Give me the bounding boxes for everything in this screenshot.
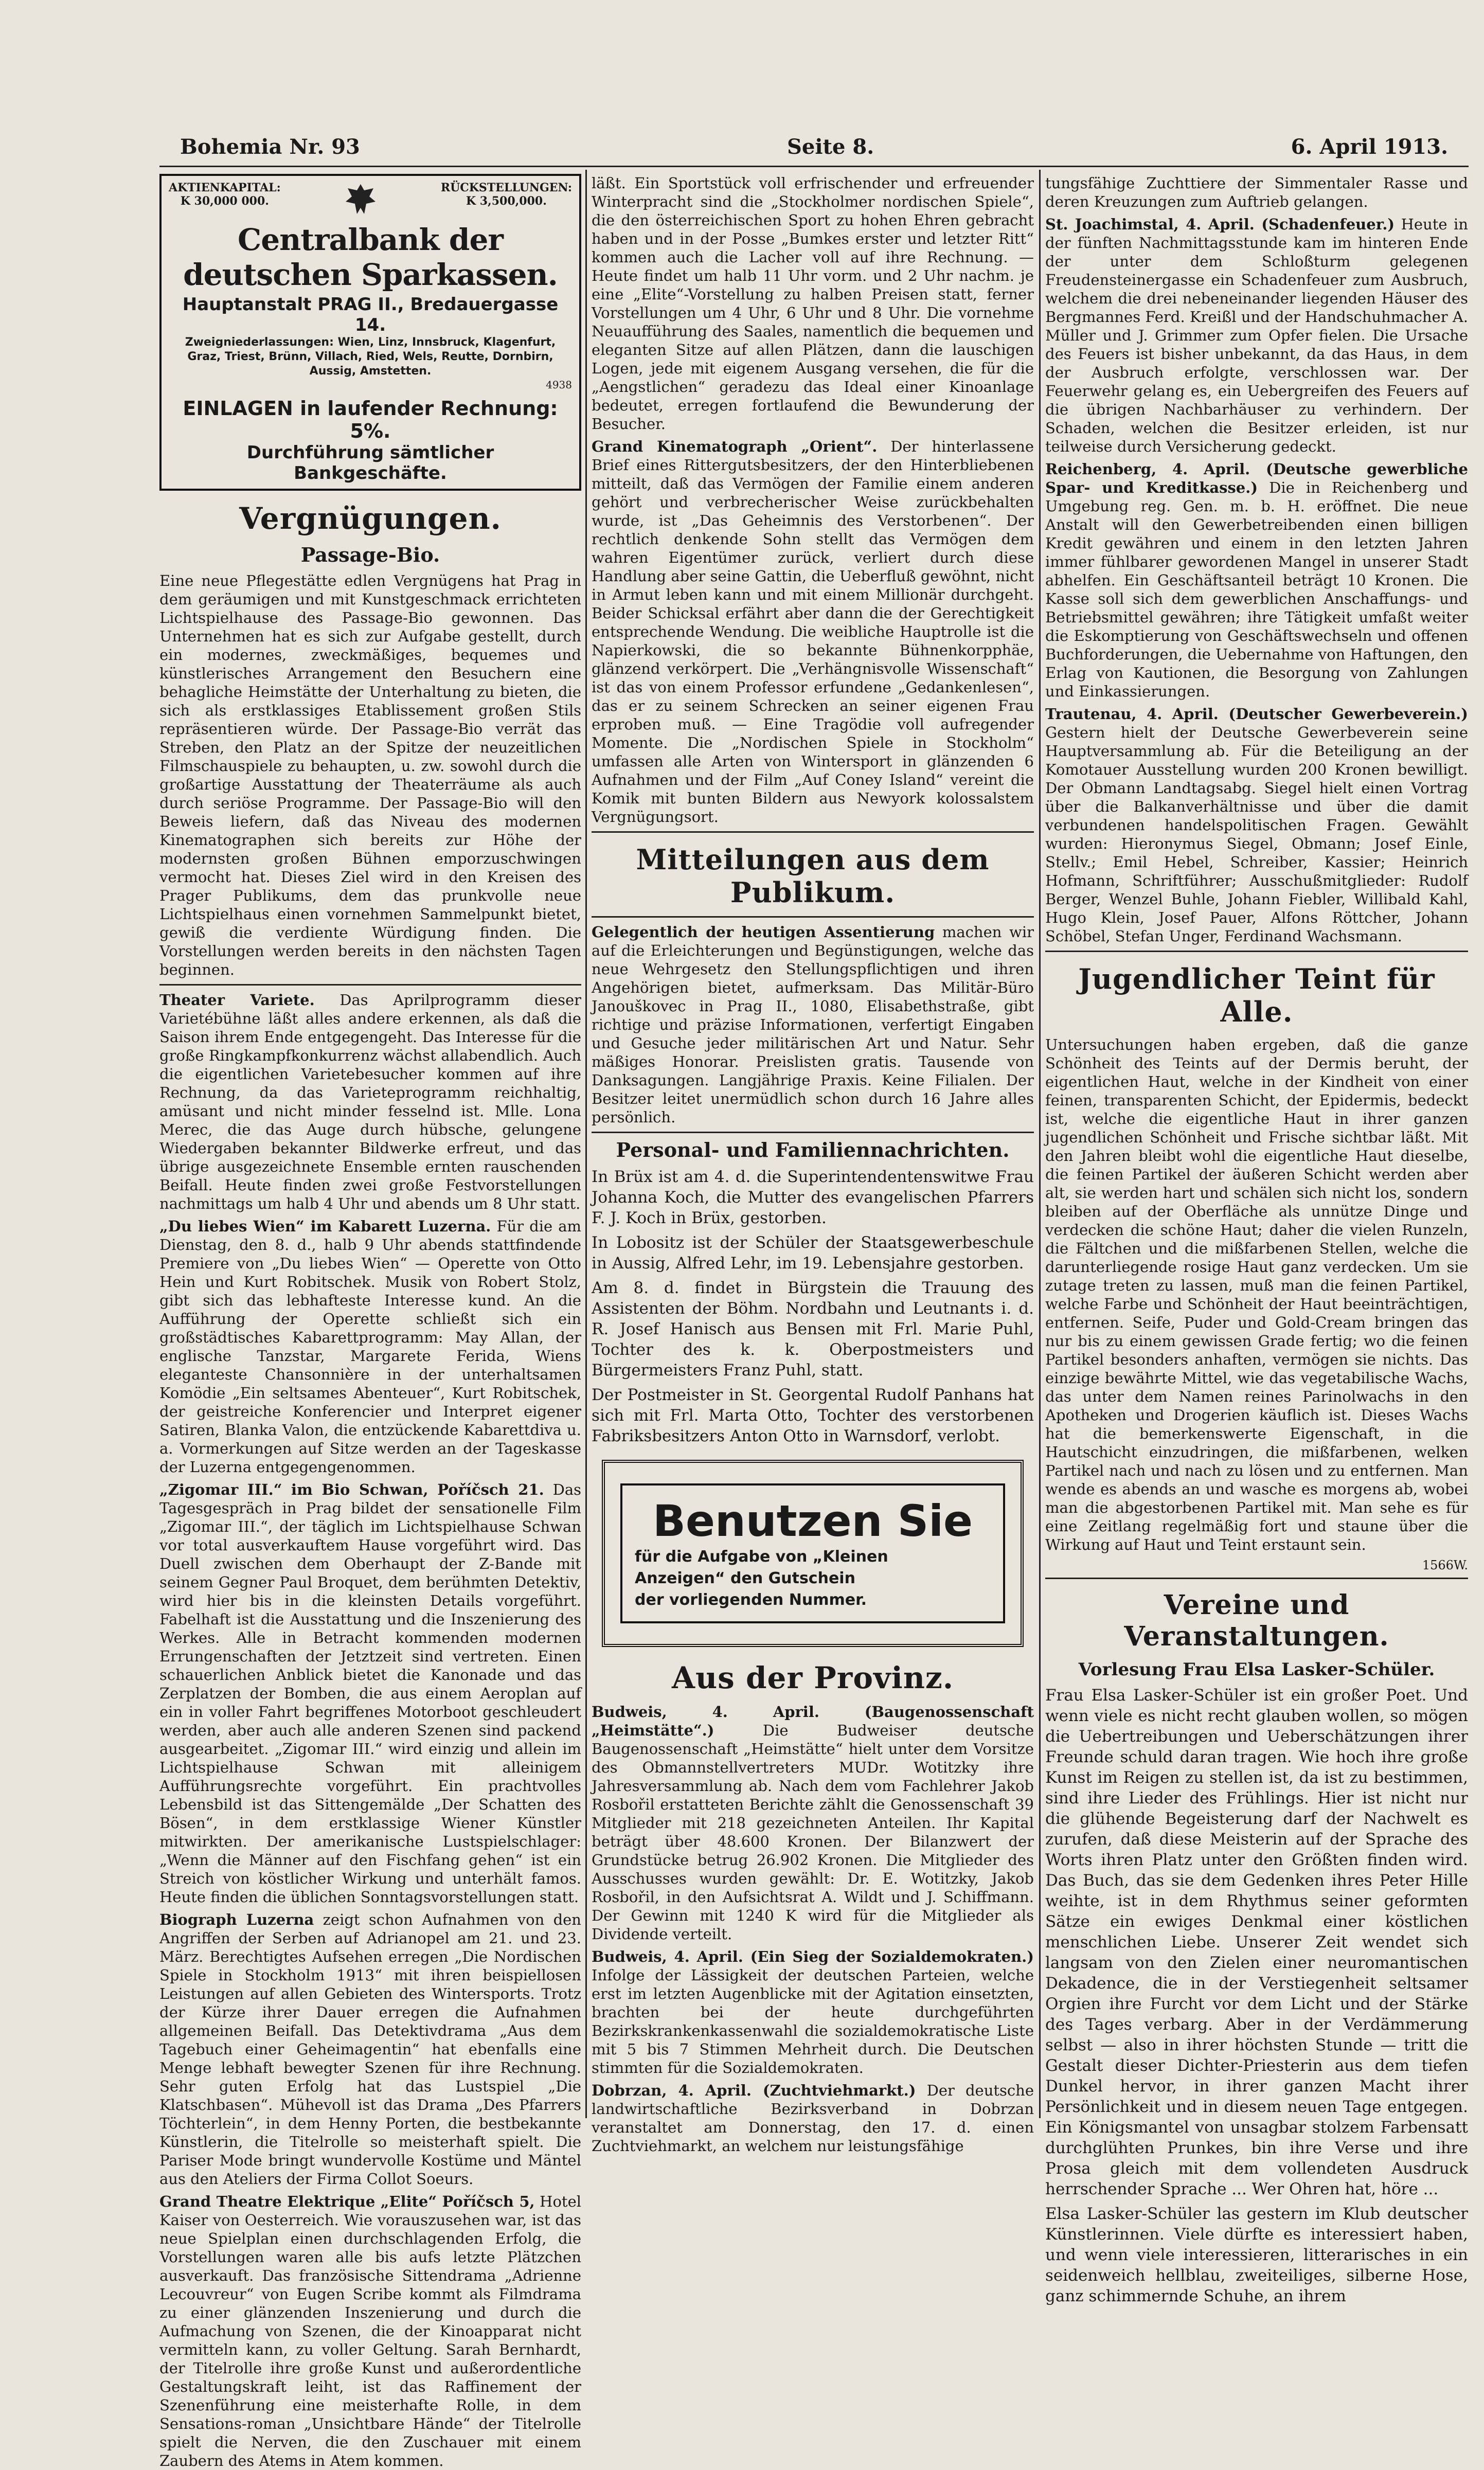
article-lasker-schueler-reading: Elsa Lasker-Schüler las gestern im Klub deutscher Künstlerinnen. Viele dürfte es interessiert haben, und wenn viele interessieren, litterarisches in ein seidenweich hellblau, zweiteiliges, silberne Hose, ganz schimmernde Schuhe, an ihrem (1045, 2205, 1468, 2305)
divider (592, 916, 1034, 918)
column-rule-1 (585, 170, 587, 2118)
eagle-crest-icon (343, 181, 379, 217)
article-reichenberg: Reichenberg, 4. April. (Deutsche gewerbliche Spar- und Kreditkasse.) Die in Reichenberg und Umgebung reg. Gen. m. b. H. eröffnet. Die neue Anstalt will den Gewerbetreibenden einen billigen Kredit gewähren und einem in den letzten Jahren immer fühlbarer gewordenen Mangel in unserer Stadt abhelfen. Ein Geschäftsanteil beträgt 10 Kronen. Die Kasse soll sich dem gewerblichen Anschaffungs- und Betriebsmittel gewähren; ihre Tätigkeit umfaßt weiter die Eskomptierung von Geschäftswechseln und offenen Buchforderungen, die Uebernahme von Haftungen, den Erlag von Kautionen, die Besorgung von Zahlungen und Einkassierungen. (1045, 460, 1468, 700)
article-elite: Grand Theatre Elektrique „Elite“ Poříčsch 5, Hotel Kaiser von Oesterreich. Wie vorauszusehen war, ist das neue Spielplan einen durchschlagenden Erfolg, die Vorstellungen waren alle bis aufs letzte Plätzchen ausverkauft. Das französische Sittendrama „Adrienne Lecouvreur“ von Eugen Scribe kommt als Filmdrama zu einer glänzenden Inszenierung und durch die Aufmachung von Szenen, die der Kinoapparat nicht vermitteln kann, zu voller Geltung. Sarah Bernhardt, der Titelrolle ihre große Kunst und außerordentliche Gestaltungskraft leiht, ist das Raffinement der Szenenführung eine meisterhafte Rolle, in dem Sensations-roman „Unsichtbare Hände“ der Titelrolle spielt die Nerven, die den Zuschauer mit einem Zaubern des Atems in Atem kommen. (159, 2193, 582, 2469)
section-heading-teint: Jugendlicher Teint für Alle. (1078, 962, 1435, 1028)
column-1 (159, 174, 582, 2469)
bank-advertisement (159, 174, 581, 491)
divider (1045, 951, 1468, 952)
article-trautenau: Trautenau, 4. April. (Deutscher Gewerbeverein.) Gestern hielt der Deutsche Gewerbeverein seine Hauptversammlung ab. Für die Beteiligung an der Komotauer Ausstellung wurden 200 Kronen bewilligt. Der Obmann Landtagsabg. Siegel hielt einen Vortrag über die Balkanverhältnisse und über die damit verbundenen handelspolitischen Fragen. Gewählt wurden: Hieronymus Siegel, Obmann; Josef Einle, Stellv.; Emil Hebel, Schreiber, Kassier; Heinrich Hofmann, Schriftführer; Ausschußmitglieder: Rudolf Berger, Wenzel Buhle, Johann Fiebler, Willibald Kahl, Hugo Klein, Josef Pauer, Alfons Röttcher, Johann Schöbel, Stefan Unger, Ferdinand Wachsmann. (1045, 705, 1468, 945)
page-header (180, 135, 1448, 166)
notice-buergstein: Am 8. d. findet in Bürgstein die Trauung des Assistenten der Böhm. Nordbahn und Leutnants i. d. R. Josef Hanisch aus Bensen mit Frl. Marie Puhl, Tochter des k. k. Oberpostmeisters und Bürgermeisters Franz Puhl, statt. (592, 1279, 1034, 1380)
article-theater-variete: Theater Variete. Das Aprilprogramm dieser Varietébühne läßt alles andere erkennen, als daß die Saison ihrem Ende entgegengeht. Das Interesse für die große Ringkampfkonkurrenz wächst allabendlich. Auch die eigentlichen Varietebesucher kommen auf ihre Rechnung, da das Varieteprogramm reichhaltig, amüsant und nicht minder fesselnd ist. Mlle. Lona Merec, die das Auge durch hübsche, gelungene Wiedergaben bekannter Bildwerke erfreut, und das übrige ausgezeichnete Ensemble ernten rauschenden Beifall. Heute finden zwei große Festvorstellungen nachmittags um halb 4 Uhr und abends um 8 Uhr statt. (159, 991, 581, 1212)
notice-lobositz: In Lobositz ist der Schüler der Staatsgewerbeschule in Aussig, Alfred Lehr, im 19. Lebensjahre gestorben. (592, 1233, 1034, 1273)
subheading-personal-nachrichten: Personal- und Familiennachrichten. (616, 1138, 1010, 1161)
section-heading-provinz: Aus der Provinz. (671, 1660, 954, 1695)
article-elite-continued: läßt. Ein Sportstück voll erfrischender und erfreuender Winterpracht sind die „Stockholmer nordischen Spiele“, die den österreichischen Sport zu hohen Ehren gebracht haben und in der Posse „Bumkes erster und letzter Ritt“ kommen auch die Lacher voll auf ihre Rechnung. — Heute findet um halb 11 Uhr vorm. und 2 Uhr nachm. je eine „Elite“-Vorstellung zu halben Preisen statt, ferner Vorstellungen um 4 Uhr, 6 Uhr und 8 Uhr. Die vornehme Neuaufführung des Saales, namentlich die bequemen und eleganten Sitze auf allen Plätzen, dann die lauschigen Logen, jede mit eigenem Ausgang versehen, die für die „Aengstlichen“ geradezu das Ideal einer Kinoanlage bedeutet, erregen fortlaufend die Bewunderung der Besucher. (592, 174, 1034, 433)
reserve-label: RÜCKSTELLUNGEN: (440, 181, 572, 194)
section-heading-vereine: Vereine und Veranstaltungen. (1124, 1589, 1389, 1652)
ad-line-1: für die Aufgabe von „Kleinen (635, 1548, 888, 1566)
header-date: 6. April 1913. (1291, 135, 1448, 159)
divider (592, 1132, 1034, 1133)
bank-name: Centralbank der deutschen Sparkassen. (183, 222, 558, 292)
reserve-value: K 3,500,000. (466, 194, 547, 208)
article-orient: Grand Kinematograph „Orient“. Der hinterlassene Brief eines Rittergutsbesitzers, der den Hinterbliebenen mitteilt, daß das Vermögen der Familie einem anderen gehört und verbrecherischer Weise zurückbehalten wurde, ist „Das Geheimnis des Verstorbenen“. Der rechtlich denkende Sohn stellt das Vermögen dem wahren Eigentümer zurück, verliert durch diese Handlung aber seine Gattin, die Ueberfluß gewöhnt, nicht in Armut leben kann und mit einem Millionär durchgeht. Beider Schicksal erfährt aber dann die der Gerechtigkeit entsprechende Wendung. Die weibliche Hauptrolle ist die Napierkowski, die so bekannte Bühnenkorpphäe, glänzend verkörpert. Die „Verhängnisvolle Wissenschaft“ ist das von einem Professor erfundene „Gedankenlesen“, das er zu seinem Schrecken an seiner eigenen Frau erproben muß. — Eine Tragödie voll aufregender Momente. Die „Nordischen Spiele in Stockholm“ umfassen alle Arten von Wintersport in glänzenden 6 Aufnahmen und der Film „Auf Coney Island“ vereint die Komik mit bunten Bildern aus Newyork kolossalstem Vergnügungsort. (592, 438, 1034, 826)
article-budweis-baugenossenschaft: Budweis, 4. April. (Baugenossenschaft „Heimstätte“.) Die Budweiser deutsche Baugenossenschaft „Heimstätte“ hielt unter dem Vorsitze des Obmannstellvertreters MUDr. Wotitzky ihre Jahresversammlung ab. Nach dem vom Fachlehrer Jakob Rosbořil erstatteten Berichte zählt die Genossenschaft 39 Mitglieder mit 218 gezeichneten Anteilen. Ihr Kapital beträgt über 48.600 Kronen. Der Bilanzwert der Grundstücke betrug 26.902 Kronen. Die Mitglieder des Ausschusses wurden gewählt: Dr. E. Wotitzky, Jakob Rosbořil, in den Aufsichtsrat A. Wildt und J. Schiffmann. Der Gewinn mit 1240 K wird für die Mitglieder als Dividende verteilt. (592, 1703, 1034, 1943)
article-budweis-sozialdemokraten: Budweis, 4. April. (Ein Sieg der Sozialdemokraten.) Infolge der Lässigkeit der deutschen Parteien, welche erst im letzten Augenblicke mit der Agitation einsetzten, brachten bei der heute durchgeführten Bezirkskrankenkassenwahl die sozialdemokratische Liste mit 5 bis 7 Stimmen Mehrheit durch. Die Deutschen stimmten für die Sozialdemokraten. (592, 1948, 1034, 2077)
article-lasker-schueler: Frau Elsa Lasker-Schüler ist ein großer Poet. Und wenn viele es nicht recht glauben wollen, so mögen die Uebertreibungen und Ueberschätzungen ihrer Freunde schuld daran tragen. Wie hoch ihre große Kunst im Reigen zu stellen ist, da ist zu bestimmen, sind ihre Lieder des Frühlings. Hier ist nicht nur die glühende Begeisterung darf der Nachwelt es zurufen, daß diese Meisterin auf der Sprache des Worts ihren Platz unter den Größten finden wird. Das Buch, das sie dem Gedenken ihres Peter Hille weihte, ist in dem Rhythmus seiner geformten Sätze ein ewiges Denkmal einer köstlichen menschlichen Liebe. Unserer Zeit wendet sich langsam von den Zielen einer neuromantischen Dekadence, die in der Verstiegenheit seltsamer Orgien ihre Furcht vor dem Licht und der Stärke des Tages verbarg. Aber in der Verdämmerung selbst — also in ihrer höchsten Stunde — tritt die Gestalt dieser Dichter-Priesterin aus dem tiefen Dunkel hervor, in ihrer ganzen Macht ihrer Persönlichkeit und in diesem neuen Tage entgegen. Ein Königsmantel von unsagbar stolzem Farbensatt durchglühten Prunkes, bin ihre Verse und ihre Prosa gleich mit dem vollendeten Ausdruck herrschender Sprache ... Wer Ohren hat, höre ... (1045, 1686, 1468, 2198)
article-biograph-luzerna: Biograph Luzerna zeigt schon Aufnahmen von den Angriffen der Serben auf Adrianopel am 21. und 23. März. Berechtigtes Aufsehen erregen „Die Nordischen Spiele in Stockholm 1913“ mit ihren beispiellosen Leistungen auf allen Gebieten des Wintersports. Trotz der Kürze ihrer Dauer erregen die Aufnahmen allgemeinen Beifall. Das Detektivdrama „Aus dem Tagebuch einer Geheimagentin“ hat ebenfalls eine Menge lebhaft bewegter Szenen für ihre Rechnung. Sehr guten Erfolg hat das Lustspiel „Die Klatschbasen“. Mühevoll ist das Drama „Des Pfarrers Töchterlein“, in dem Henny Porten, die bestbekannte Künstlerin, die Titelrolle so meisterhaft spielt. Die Pariser Mode bringt wundervolle Kostüme und Mäntel aus den Ateliers der Firma Collot Soeurs. (159, 1911, 581, 2188)
column-3 (1045, 174, 1468, 2305)
capital-value: K 30,000 000. (180, 194, 269, 208)
notice-st-georgental: Der Postmeister in St. Georgental Rudolf Panhans hat sich mit Frl. Marta Otto, Tochter des verstorbenen Fabriksbesitzers Anton Otto in Warnsdorf, verlobt. (592, 1386, 1034, 1445)
subheading-lasker-schueler: Vorlesung Frau Elsa Lasker-Schüler. (1078, 1659, 1435, 1680)
section-heading-mitteilungen: Mitteilungen aus dem Publikum. (636, 843, 990, 909)
divider (592, 831, 1034, 833)
ad-code: 4938 (546, 379, 572, 391)
header-page-number: Seite 8. (787, 135, 874, 159)
divider (1045, 1578, 1468, 1579)
article-kabarett-luzerna: „Du liebes Wien“ im Kabarett Luzerna. Für die am Dienstag, den 8. d., halb 9 Uhr abends stattfindende Premiere von „Du liebes Wien“ — Operette von Otto Hein und Kurt Robitschek. Musik von Robert Stolz, gibt sich das lebhafteste Interesse kund. An die Aufführung der Operette schließt sich ein großstädtisches Kabarettprogramm: May Allan, der englische Tanzstar, Margarete Ferida, Wiens eleganteste Chansonnière in der unterhaltsamen Komödie „Ein seltsames Abenteuer“, Kurt Robitschek, der geistreiche Konferencier und Interpret eigener Satiren, Blanka Valon, die entzückende Kabarettdiva u. a. Vormerkungen auf Sitze werden an der Tageskasse der Luzerna entgegengenommen. (159, 1218, 582, 1476)
article-zigomar: „Zigomar III.“ im Bio Schwan, Poříčsch 21. Das Tagesgespräch in Prag bildet der sensationelle Film „Zigomar III.“, der täglich im Lichtspielhause Schwan vor total ausverkauftem Hause vorgeführt wird. Das Duell zwischen dem Oberhaupt der Z-Bande mit seinem Gegner Paul Broquet, dem berühmten Detektiv, wird hier bis in die kleinsten Details vorgeführt. Fabelhaft ist die Ausstattung und die Inszenierung des Werkes. Alle in Betracht kommenden modernen Errungenschaften der Jetztzeit sind vertreten. Einen schauerlichen Anblick bietet die Kanonade und das Zerplatzen der Bomben, die aus einem Aeroplan auf ein in voller Fahrt begriffenes Motorboot geschleudert werden, aber auch alle anderen Szenen sind packend ausgearbeitet. „Zigomar III.“ wird einzig und allein im Lichtspielhause Schwan mit alleinigem Aufführungsrechte vorgeführt. Ein prachtvolles Lebensbild ist das Sittengemälde „Der Schatten des Bösen“, in dem erstklassige Wiener Künstler mitwirkten. Der amerikanische Lustspielschlager: „Wenn die Männer auf den Fischfang gehen“ ist ein Streich von köstlicher Wirkung und unterhält famos. Heute finden die üblichen Sonntagsvorstellungen statt. (159, 1481, 581, 1906)
bank-address: Hauptanstalt PRAG II., Bredauergasse 14. (182, 294, 559, 335)
bank-deposit-line: EINLAGEN in laufender Rechnung: 5%. (183, 397, 558, 442)
article-dobrzan-continued: tungsfähige Zuchttiere der Simmentaler Rasse und deren Kreuzungen zum Auftrieb gelangen. (1045, 174, 1468, 210)
divider (159, 984, 581, 986)
article-joachimstal: St. Joachimstal, 4. April. (Schadenfeuer.) Heute in der fünften Nachmittagsstunde kam im hinteren Ende der unter dem Schloßturm gelegenen Freudensteinergasse ein Schadenfeuer zum Ausbruch, welchem die drei nebeneinander liegenden Häuser des Bergmannes Ferd. Kreißl und der Handschuhmacher A. Müller und J. Grimmer zum Opfer fielen. Die Ursache des Feuers ist bisher unbekannt, da das Haus, in dem der Ausbruch erfolgte, verschlossen war. Der Feuerwehr gelang es, ein Uebergreifen des Feuers auf die übrigen Nachbarhäuser zu verhindern. Der Schaden, welchen die Besitzer erleiden, ist nur teilweise durch Versicherung gedeckt. (1045, 216, 1468, 455)
article-teint: Untersuchungen haben ergeben, daß die ganze Schönheit des Teints auf der Dermis beruht, der eigentlichen Haut, welche in der Kindheit von einer feinen, transparenten Schicht, der Epidermis, bedeckt ist, welche die eigentliche Haut in ihrer ganzen jugendlichen Schönheit und Frische sichtbar läßt. Mit den Jahren bleibt wohl die eigentliche Haut dieselbe, die feinen Partikel der äußeren Schicht werden aber alt, sie werden hart und schälen sich nicht los, sondern bleiben auf der Oberfläche als unnütze Dinge und verdecken die schöne Haut; daher die vielen Runzeln, die Fältchen und die mißfarbenen Stellen, welche die darunterliegende rosige Haut ganz verdecken. Um sie zutage treten zu lassen, muß man die feinen Partikel, welche Farbe und Schönheit der Haut beeinträchtigen, entfernen. Seife, Puder und Gold-Cream bringen das nur bis zu einem gewissen Grade fertig; wo die feinen Partikel besonders anhaften, vermögen sie nichts. Das einzige bewährte Mittel, wie das vegetabilische Wachs, das unter dem Namen reines Parinolwachs in den Apotheken und Drogerien käuflich ist. Dieses Wachs hat die bemerkenswerte Eigenschaft, in die Hautschicht einzudringen, die mißfarbenen, welken Partikel nach und nach zu lösen und zu entfernen. Man wende es abends an und wasche es morgens ab, wobei man die abgestorbenen Partikel mit. Man sehe es für eine Zeitlang regelmäßig fort und staune über die Wirkung auf Haut und Teint erstaunt sein. (1045, 1036, 1468, 1553)
subheading-passage-bio: Passage-Bio. (300, 543, 440, 566)
capital-label: AKTIENKAPITAL: (169, 181, 281, 194)
teint-ad-code: 1566W. (1422, 1558, 1468, 1572)
bank-branches: Zweigniederlassungen: Wien, Linz, Innsbruck, Klagenfurt, Graz, Triest, Brünn, Villach, Ried, Wels, Reutte, Dornbirn, Aussig, Amstetten. (185, 336, 556, 378)
ad-title: Benutzen Sie (653, 1496, 973, 1546)
header-issue: Bohemia Nr. 93 (180, 135, 360, 159)
notice-brux: In Brüx ist am 4. d. die Superintendentenswitwe Frau Johanna Koch, die Mutter des evangelischen Pfarrers F. J. Koch in Brüx, gestorben. (592, 1168, 1034, 1227)
header-rule (159, 166, 1469, 167)
section-heading-vergnuegungen: Vergnügungen. (239, 501, 502, 536)
ad-line-3: der vorliegenden Nummer. (635, 1591, 867, 1609)
bank-service-line: Durchführung sämtlicher Bankgeschäfte. (246, 442, 494, 484)
ad-line-2: Anzeigen“ den Gutschein (635, 1569, 855, 1587)
article-assentierung: Gelegentlich der heutigen Assentierung machen wir auf die Erleichterungen und Begünstigungen, welche das neue Wehrgesetz den Stellungspflichtigen und ihren Angehörigen bietet, aufmerksam. Das Militär-Büro Janouškovec in Prag II., 1080, Elisabethstraße, gibt richtige und präzise Informationen, verfertigt Eingaben und Gesuche jeder militärischen Art und Natur. Sehr mäßiges Honorar. Preislisten gratis. Tausende von Danksagungen. Langjährige Praxis. Keine Filialen. Der Besitzer leitet unermüdlich schon durch 16 Jahre alles persönlich. (592, 923, 1034, 1126)
kleine-anzeigen-ad (602, 1460, 1024, 1647)
column-rule-2 (1039, 170, 1041, 2118)
article-passage-bio: Eine neue Pflegestätte edlen Vergnügens hat Prag in dem geräumigen und mit Kunstgeschmack errichteten Lichtspielhause des Passage-Bio gewonnen. Das Unternehmen hat es sich zur Aufgabe gestellt, durch ein modernes, zweckmäßiges, bequemes und künstlerisches Arrangement den Besuchern eine behagliche Heimstätte der Unterhaltung zu bieten, die sich als erstklassiges Etablissement großen Stils repräsentieren würde. Der Passage-Bio verrät das Streben, den Platz an der Spitze der neuzeitlichen Filmschauspiele zu behaupten, u. zw. sowohl durch die großartige Ausstattung der Theaterräume als auch durch seriöse Programme. Der Passage-Bio will den Beweis liefern, daß das Niveau des modernen Kinematographen sich bereits zur Höhe der modernsten großen Bühnen emporzuschwingen vermocht hat. Dieses Ziel wird in den Kreisen des Prager Publikums, dem das prunkvolle neue Lichtspielhaus einen vornehmen Sammelpunkt bietet, gewiß die verdiente Würdigung finden. Die Vorstellungen werden bereits in den nächsten Tagen beginnen. (159, 572, 581, 978)
column-2 (592, 174, 1034, 2155)
article-dobrzan: Dobrzan, 4. April. (Zuchtviehmarkt.) Der deutsche landwirtschaftliche Bezirksverband in Dobrzan veranstaltet am Donnerstag, den 17. d. einen Zuchtviehmarkt, an welchem nur leistungsfähige (592, 2082, 1034, 2155)
